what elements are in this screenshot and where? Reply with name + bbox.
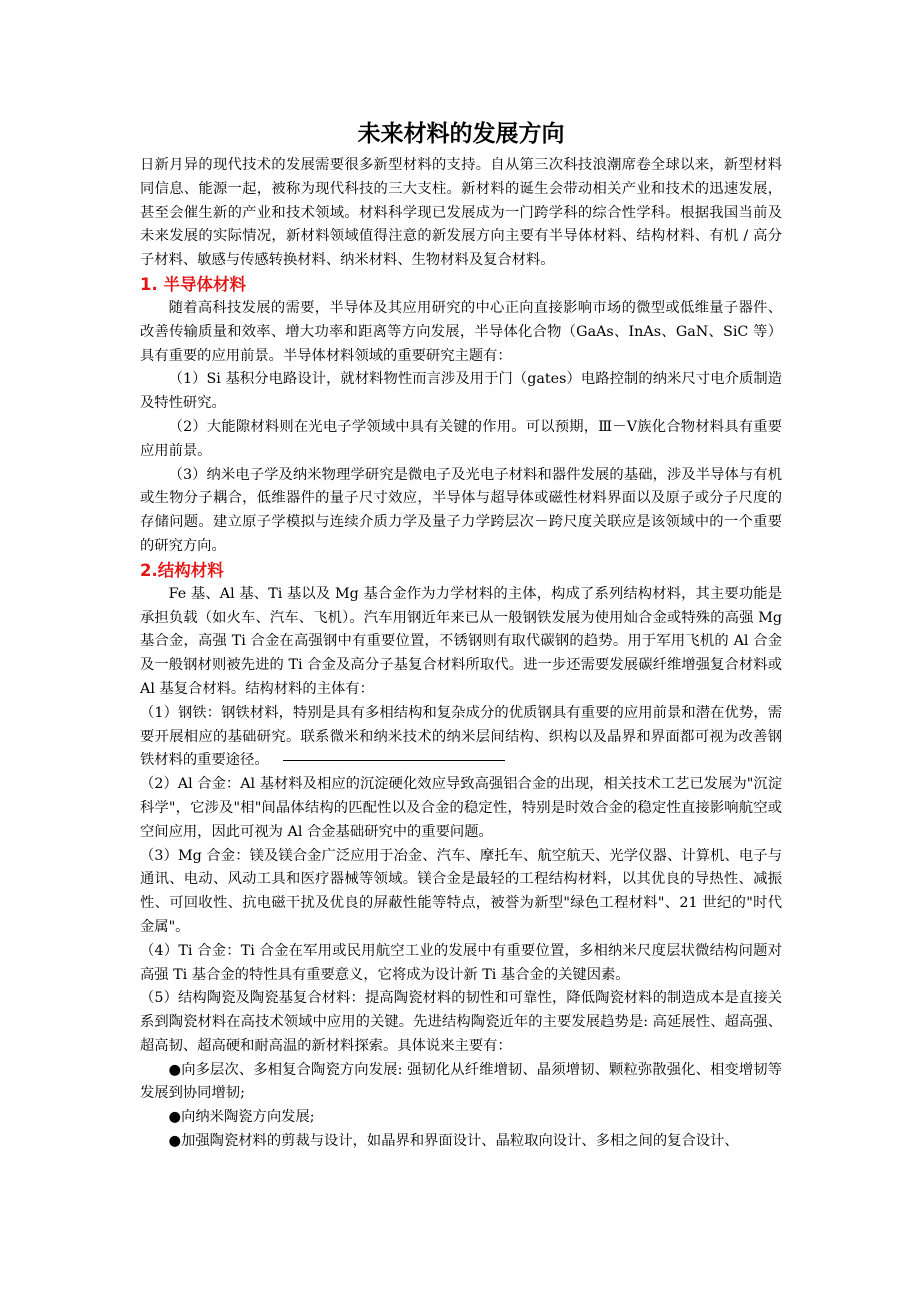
section-2-item-5: （5）结构陶瓷及陶瓷基复合材料：提高陶瓷材料的韧性和可靠性，降低陶瓷材料的制造成本是直接关系到陶瓷材料在高技术领域中应用的关键。先进结构陶瓷近年的主要发展趋势是: 高延展性、超高强、超高韧、超高硬和耐高温的新材料探索。具体说来主要有： [140, 990, 782, 1054]
bullet-item-1: ●向多层次、多相复合陶瓷方向发展: 强韧化从纤维增韧、晶须增韧、颗粒弥散强化、相变增韧等发展到协同增韧; [140, 1061, 782, 1102]
section-2-item-1 [140, 702, 782, 773]
document-title: 未来材料的发展方向 [357, 121, 565, 147]
intro-paragraph: 日新月异的现代技术的发展需要很多新型材料的支持。自从第三次科技浪潮席卷全球以来，新型材料同信息、能源一起，被称为现代科技的三大支柱。新材料的诞生会带动相关产业和技术的迅速发展，甚至会催生新的产业和技术领域。材料科学现已发展成为一门跨学科的综合性学科。根据我国当前及未来发展的实际情况，新材料领域值得注意的新发展方向主要有半导体材料、结构材料、有机 / 高分子材料、敏感与传感转换材料、纳米材料、生物材料及复合材料。 [140, 157, 782, 269]
bullet-item-2: ●向纳米陶瓷方向发展; [168, 1109, 315, 1126]
section-2-item-3: （3）Mg 合金：镁及镁合金广泛应用于冶金、汽车、摩托车、航空航天、光学仪器、计算机、电子与通讯、电动、风动工具和医疗器械等领域。镁合金是最轻的工程结构材料，以其优良的导热性、减振性、可回收性、抗电磁干扰及优良的屏蔽性能等特点，被誉为新型"绿色工程材料"、21 世纪的"时代金属"。 [140, 847, 782, 935]
section-1-item-2: （2）大能隙材料则在光电子学领域中具有关键的作用。可以预期，Ⅲ－Ⅴ族化合物材料具有重要应用前景。 [140, 418, 782, 459]
section-2-item-4: （4）Ti 合金：Ti 合金在军用或民用航空工业的发展中有重要位置，多相纳米尺度层状微结构问题对高强 Ti 基合金的特性具有重要意义，它将成为设计新 Ti 基合金的关键因素。 [140, 942, 782, 983]
section-1-item-3: （3）纳米电子学及纳米物理学研究是微电子及光电子材料和器件发展的基础，涉及半导体与有机或生物分子耦合，低维器件的量子尺寸效应，半导体与超导体或磁性材料界面以及原子或分子尺度的存储问题。建立原子学模拟与连续介质力学及量子力学跨层次－跨尺度关联应是该领域中的一个重要的研究方向。 [140, 466, 782, 554]
section-2-intro: Fe 基、Al 基、Ti 基以及 Mg 基合金作为力学材料的主体，构成了系列结构材料，其主要功能是承担负载（如火车、汽车、飞机）。汽车用钢近年来已从一般钢铁发展为使用灿合金或特殊的高强 Mg 基合金，高强 Ti 合金在高强钢中有重要位置，不锈钢则有取代碳钢的趋势。用于军用飞机的 Al 合金及一般钢材则被先进的 Ti 合金及高分子基复合材料所取代。进一步还需要发展碳纤维增强复合材料或 Al 基复合材料。结构材料的主体有： [140, 585, 782, 697]
section-1-intro: 随着高科技发展的需要，半导体及其应用研究的中心正向直接影响市场的微型或低维量子器件、改善传输质量和效率、增大功率和距离等方向发展，半导体化合物（GaAs、InAs、GaN、SiC 等）具有重要的应用前景。半导体材料领域的重要研究主题有： [140, 299, 782, 364]
section-2-item-2: （2）Al 合金：Al 基材料及相应的沉淀硬化效应导致高强铝合金的出现，相关技术工艺已发展为"沉淀科学"，它涉及"相"间晶体结构的匹配性以及合金的稳定性，特别是时效合金的稳定性直接影响航空或空间应用，因此可视为 Al 合金基础研究中的重要问题。 [140, 776, 782, 840]
horizontal-rule [283, 760, 505, 761]
bullet-item-3: ●加强陶瓷材料的剪裁与设计，如晶界和界面设计、晶粒取向设计、多相之间的复合设计、 [168, 1133, 739, 1150]
section-1-item-1: （1）Si 基积分电路设计，就材料物性而言涉及用于门（gates）电路控制的纳米尺寸电介质制造及特性研究。 [140, 371, 782, 412]
section-1-heading: 1. 半导体材料 [140, 274, 246, 294]
section-2-heading: 2.结构材料 [140, 560, 224, 580]
section-2-item-1-text: （1）钢铁：钢铁材料，特别是具有多相结构和复杂成分的优质钢具有重要的应用前景和潜在优势，需要开展相应的基础研究。联系微米和纳米技术的纳米层间结构、织构以及晶界和界面都可视为改善钢铁材料的重要途径。 [140, 704, 782, 769]
